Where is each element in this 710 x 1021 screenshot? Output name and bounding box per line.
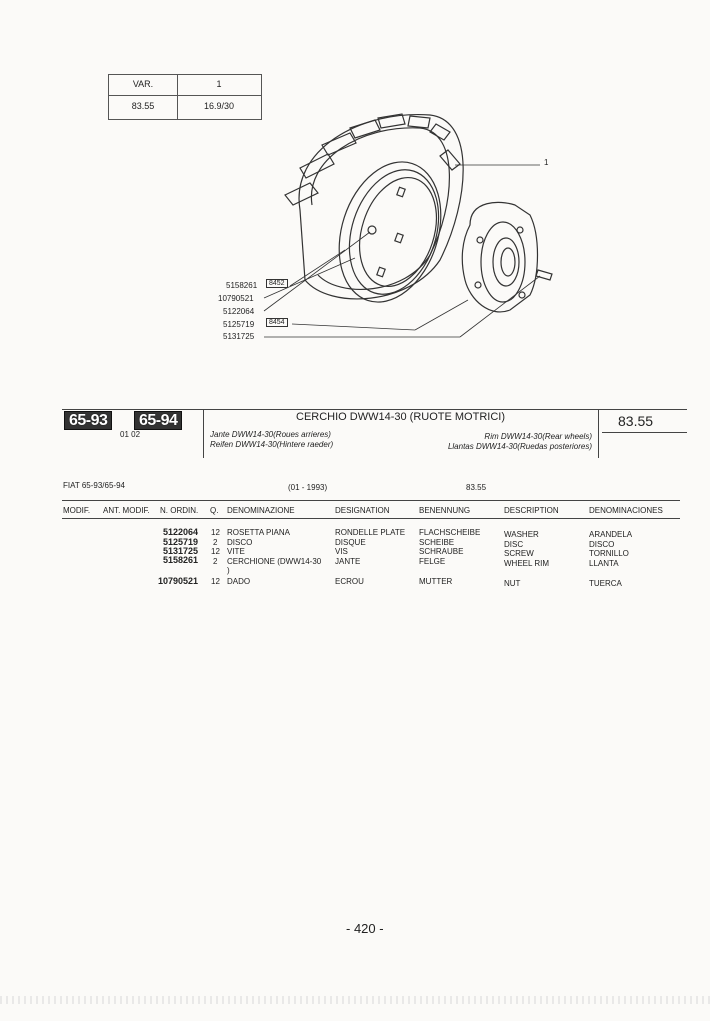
drawing-label-3: 5122064 — [223, 307, 255, 316]
desc-de: SCHEIBE — [419, 538, 455, 547]
desc-de: SCHRAUBE — [419, 547, 464, 556]
part-number: 10790521 — [158, 576, 199, 586]
drawing-boxed-ref-2: 8454 — [266, 318, 288, 327]
var-header-label: VAR. — [132, 79, 154, 89]
quantity: 12 — [211, 547, 220, 556]
page-number: - 420 - — [346, 921, 384, 936]
desc-es: TORNILLO — [589, 549, 629, 558]
col-quantity: Q. — [210, 506, 219, 515]
title-fr: Jante DWW14-30(Roues arrieres) — [210, 430, 331, 439]
col-modif: MODIF. — [63, 506, 91, 515]
desc-fr: JANTE — [335, 557, 361, 566]
desc-it: DADO — [227, 577, 251, 586]
title-de: Reifen DWW14-30(Hintere raeder) — [210, 440, 334, 449]
desc-en: WHEEL RIM — [504, 559, 550, 568]
part-number: 5122064 — [163, 527, 199, 537]
desc-it: CERCHIONE (DWW14-30 — [227, 557, 322, 566]
desc-it: DISCO — [227, 538, 253, 547]
drawing-label-5: 5131725 — [223, 332, 255, 341]
col-description: DESCRIPTION — [504, 506, 559, 515]
desc-es: DISCO — [589, 540, 615, 549]
table-code: 83.55 — [466, 483, 487, 492]
table-date: (01 - 1993) — [288, 483, 328, 492]
desc-fr: VIS — [335, 547, 348, 556]
drawing-boxed-ref-1: 8452 — [266, 279, 288, 288]
col-designation: DESIGNATION — [335, 506, 390, 515]
drawing-label-4: 5125719 — [223, 320, 255, 329]
section-code: 83.55 — [618, 413, 654, 429]
title-en: Rim DWW14-30(Rear wheels) — [484, 432, 592, 441]
quantity: 2 — [213, 538, 218, 547]
var-header-value: 1 — [216, 79, 222, 89]
model-badge-1: 65-93 — [64, 411, 112, 430]
part-number: 5158261 — [163, 555, 199, 565]
var-row-code: 83.55 — [131, 101, 155, 111]
desc-en: NUT — [504, 579, 521, 588]
col-ant-modif: ANT. MODIF. — [103, 506, 150, 515]
section-title: CERCHIO DWW14-30 (RUOTE MOTRICI) — [296, 411, 505, 423]
desc-fr: RONDELLE PLATE — [335, 528, 406, 537]
title-date: 01 02 — [120, 430, 141, 439]
part-number: 5125719 — [163, 537, 199, 547]
desc-de: FELGE — [419, 557, 446, 566]
desc-fr: DISQUE — [335, 538, 366, 547]
col-denominaciones: DENOMINACIONES — [589, 506, 663, 515]
callout-1: 1 — [544, 158, 549, 167]
quantity: 12 — [211, 577, 220, 586]
part-number: 5131725 — [163, 546, 199, 556]
table-model: FIAT 65-93/65-94 — [63, 481, 125, 490]
desc-es: TUERCA — [589, 579, 622, 588]
col-denominazione: DENOMINAZIONE — [227, 506, 295, 515]
wheel-exploded-drawing — [0, 0, 710, 400]
col-order-number: N. ORDIN. — [160, 506, 199, 515]
desc-es: ARANDELA — [589, 530, 633, 539]
scan-edge — [0, 996, 710, 1004]
desc-it-continuation: ) — [227, 566, 230, 575]
desc-fr: ECROU — [335, 577, 364, 586]
drawing-label-2: 10790521 — [218, 294, 254, 303]
desc-de: FLACHSCHEIBE — [419, 528, 481, 537]
quantity: 2 — [213, 557, 218, 566]
desc-en: WASHER — [504, 530, 539, 539]
desc-it: ROSETTA PIANA — [227, 528, 290, 537]
section-title-bar — [62, 409, 687, 460]
var-row-size: 16.9/30 — [203, 101, 235, 111]
col-benennung: BENENNUNG — [419, 506, 471, 515]
desc-en: SCREW — [504, 549, 534, 558]
desc-de: MUTTER — [419, 577, 453, 586]
desc-es: LLANTA — [589, 559, 619, 568]
drawing-label-1: 5158261 — [226, 281, 258, 290]
quantity: 12 — [211, 528, 220, 537]
title-es: Llantas DWW14-30(Ruedas posteriores) — [447, 442, 592, 451]
model-badge-2: 65-94 — [134, 411, 182, 430]
desc-it: VITE — [227, 547, 245, 556]
desc-en: DISC — [504, 540, 524, 549]
